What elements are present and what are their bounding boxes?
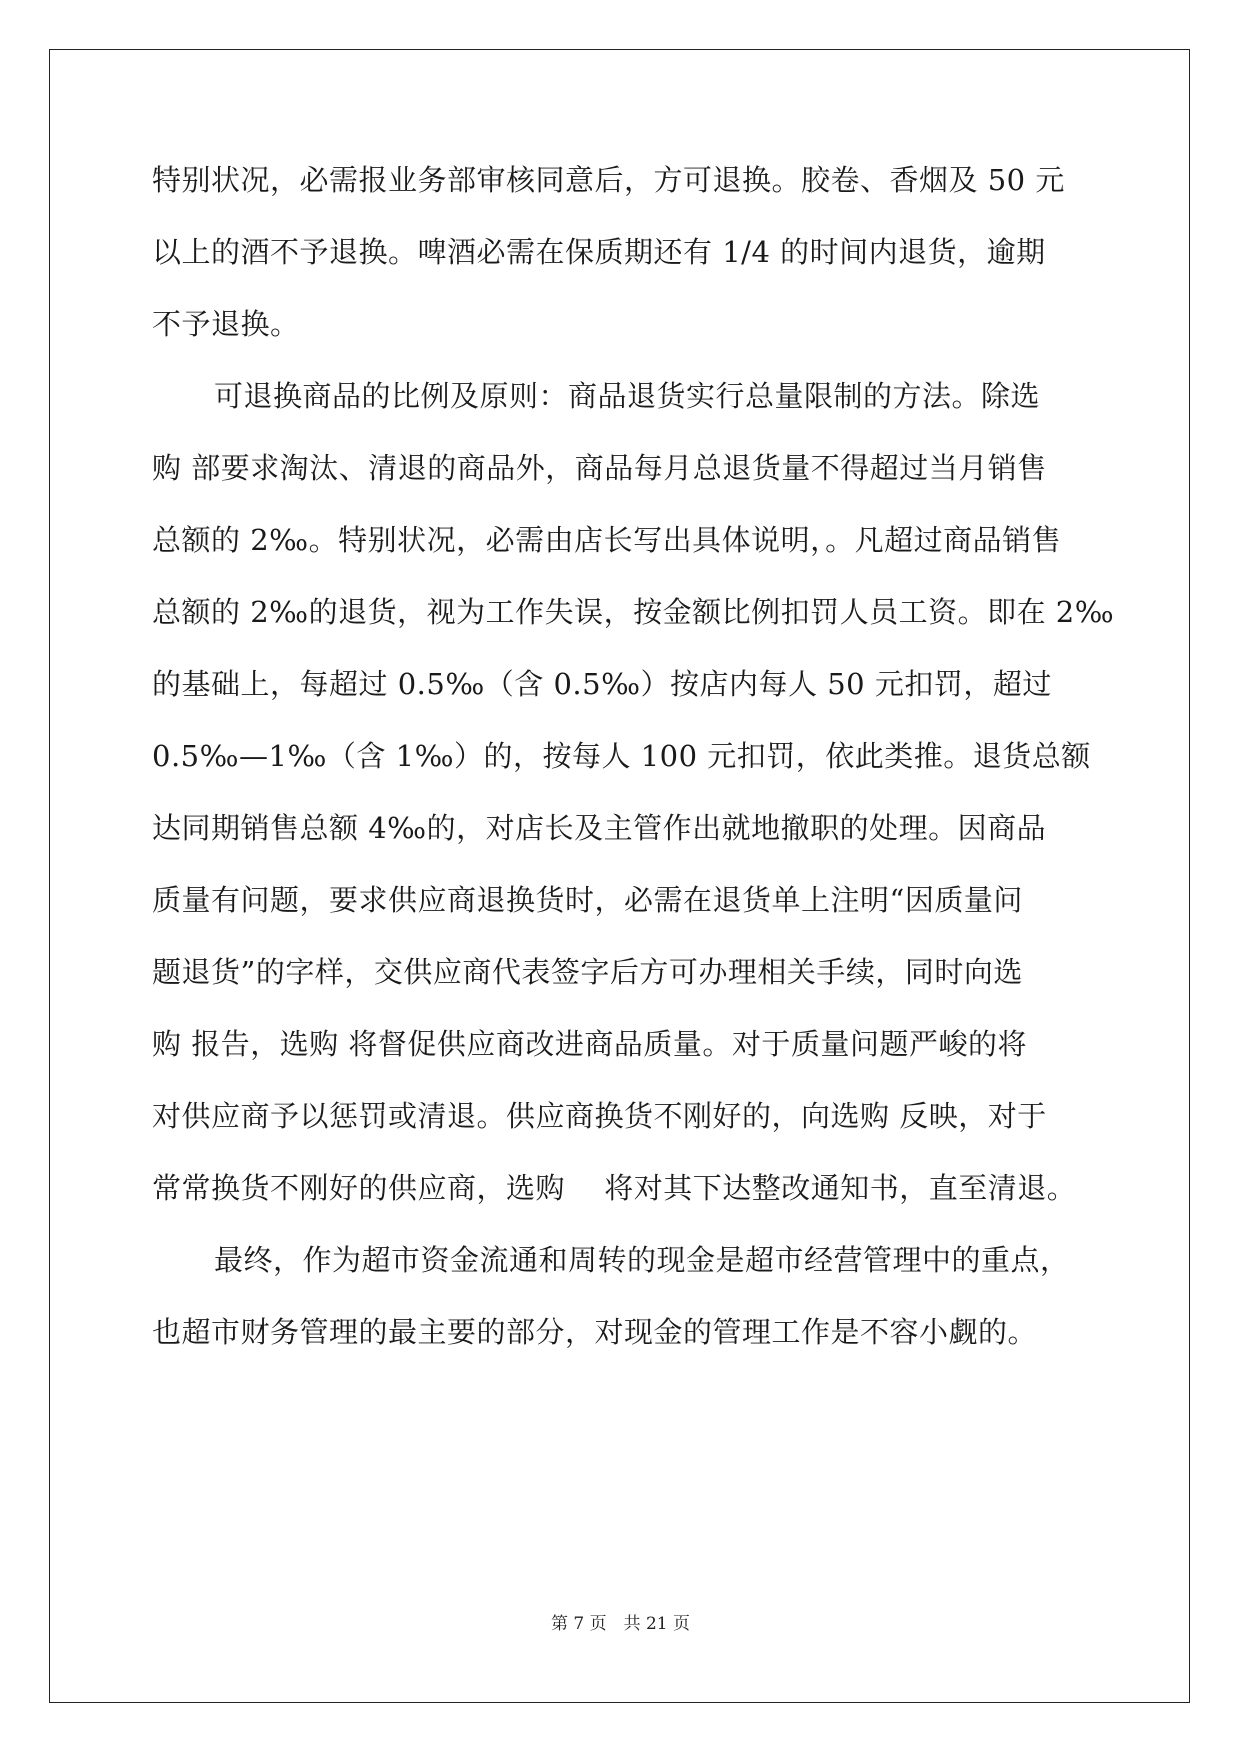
text-line: 0.5‰—1‰（含 1‰）的，按每人 100 元扣罚，依此类推。退货总额 bbox=[152, 739, 1091, 773]
text-line: 购 部要求淘汰、清退的商品外，商品每月总退货量不得超过当月销售 bbox=[152, 451, 1047, 485]
page-number-footer: 第 7 页 共 21 页 bbox=[550, 1614, 691, 1634]
text-line: 总额的 2‰的退货，视为工作失误，按金额比例扣罚人员工资。即在 2‰ bbox=[152, 595, 1115, 629]
text-line: 常常换货不刚好的供应商，选购 将对其下达整改通知书，直至清退。 bbox=[152, 1171, 1077, 1205]
page-border bbox=[49, 49, 1190, 1703]
text-line: 对供应商予以惩罚或清退。供应商换货不刚好的，向选购 反映，对于 bbox=[152, 1099, 1047, 1133]
text-line: 质量有问题，要求供应商退换货时，必需在退货单上注明“因质量问 bbox=[152, 883, 1023, 917]
text-line: 的基础上，每超过 0.5‰（含 0.5‰）按店内每人 50 元扣罚，超过 bbox=[152, 667, 1052, 701]
text-line: 总额的 2‰。特别状况，必需由店长写出具体说明，。凡超过商品销售 bbox=[152, 523, 1062, 557]
text-line: 达同期销售总额 4‰的，对店长及主管作出就地撤职的处理。因商品 bbox=[152, 811, 1047, 845]
text-line: 题退货”的字样，交供应商代表签字后方可办理相关手续，同时向选 bbox=[152, 955, 1023, 989]
text-line: 也超市财务管理的最主要的部分，对现金的管理工作是不容小觑的。 bbox=[152, 1315, 1038, 1349]
text-line: 以上的酒不予退换。啤酒必需在保质期还有 1/4 的时间内退货，逾期 bbox=[152, 235, 1046, 269]
text-line: 不予退换。 bbox=[152, 307, 300, 341]
paragraph-start-line: 最终，作为超市资金流通和周转的现金是超市经营管理中的重点， bbox=[214, 1243, 1070, 1277]
text-line: 特别状况，必需报业务部审核同意后，方可退换。胶卷、香烟及 50 元 bbox=[152, 163, 1065, 197]
paragraph-start-line: 可退换商品的比例及原则：商品退货实行总量限制的方法。除选 bbox=[214, 379, 1041, 413]
text-line: 购 报告，选购 将督促供应商改进商品质量。对于质量问题严峻的将 bbox=[152, 1027, 1027, 1061]
